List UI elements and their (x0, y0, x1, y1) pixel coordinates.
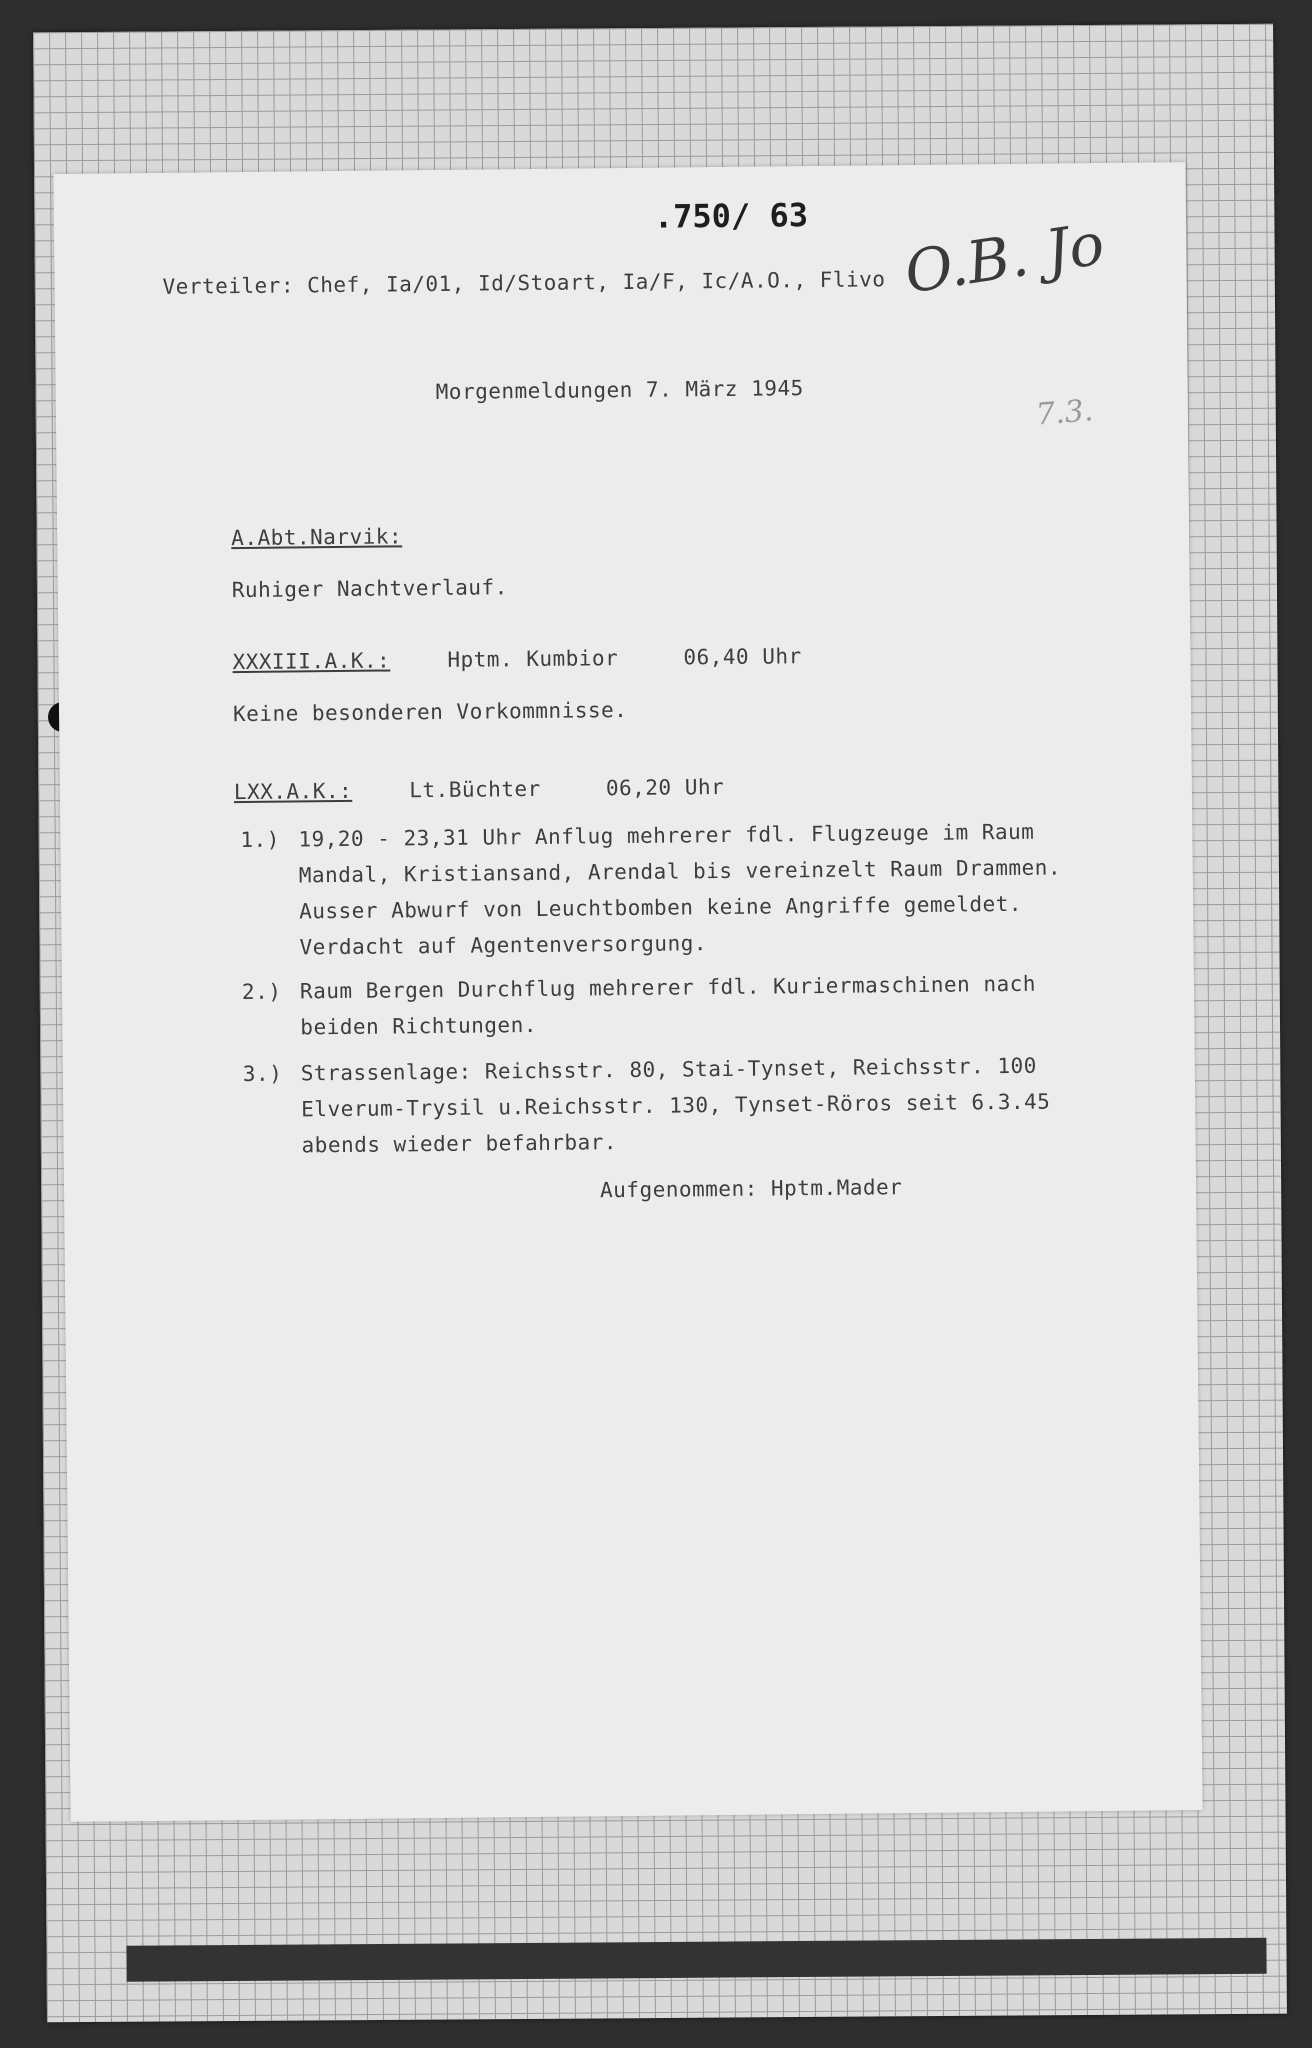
item-number-3: 3.) (242, 1061, 283, 1087)
item-1-text-line-1: 19,20 - 23,31 Uhr Anflug mehrerer fdl. Flugzeuge im Raum (298, 819, 1035, 852)
report-item-3-line-2: Elverum-Trysil u.Reichsstr. 130, Tynset-Röros seit 6.3.45 (301, 1089, 1051, 1122)
section-heading-xxxiii: XXXIII.A.K.: (232, 648, 391, 675)
report-item-1-line-3: Ausser Abwurf von Leuchtbomben keine Angriffe gemeldet. (299, 891, 1023, 924)
section-body-narvik: Ruhiger Nachtverlauf. (231, 575, 508, 603)
section-heading-lxx: LXX.A.K.: (233, 778, 353, 805)
section-heading-narvik: A.Abt.Narvik: (231, 524, 403, 551)
report-item-1-line-2: Mandal, Kristiansand, Arendal bis vereinzelt Raum Drammen. (298, 855, 1062, 888)
handwritten-date: 7.3. (1034, 393, 1095, 433)
report-item-2-line-1 (242, 972, 1036, 1004)
recorded-by: Aufgenommen: Hptm.Mader (599, 1175, 903, 1203)
report-item-3-line-3: abends wieder befahrbar. (301, 1130, 618, 1158)
distribution-list: Verteiler: Chef, Ia/01, Id/Stoart, Ia/F, Ic/A.O., Flivo (162, 267, 886, 299)
section-reporter-xxxiii: Hptm. Kumbior (447, 646, 619, 672)
section-time-lxx: 06,20 Uhr (605, 774, 725, 801)
section-header-lxx (234, 775, 725, 804)
report-item-1-line-4: Verdacht auf Agentenversorgung. (299, 931, 708, 960)
report-item-3-line-1 (243, 1054, 1037, 1086)
item-number-1: 1.) (240, 827, 280, 853)
dark-band (126, 1938, 1266, 1982)
handwritten-annotation: O.B. Jo (900, 209, 1109, 307)
document-paper (53, 162, 1202, 1822)
item-2-text-line-1: Raum Bergen Durchflug mehrerer fdl. Kuriermaschinen nach (299, 971, 1037, 1004)
item-number-2: 2.) (241, 979, 282, 1005)
section-header-xxxiii (232, 644, 801, 674)
document-number: .750/ 63 (653, 196, 809, 236)
item-3-text-line-1: Strassenlage: Reichsstr. 80, Stai-Tynset, Reichsstr. 100 (300, 1053, 1037, 1086)
section-body-xxxiii: Keine besonderen Vorkommnisse. (232, 697, 628, 727)
document-title: Morgenmeldungen 7. März 1945 (435, 376, 804, 404)
section-time-xxxiii: 06,40 Uhr (683, 644, 802, 670)
report-item-1-line-1 (240, 820, 1034, 852)
report-item-2-line-2: beiden Richtungen. (300, 1012, 538, 1040)
section-reporter-lxx: Lt.Büchter (409, 776, 541, 803)
